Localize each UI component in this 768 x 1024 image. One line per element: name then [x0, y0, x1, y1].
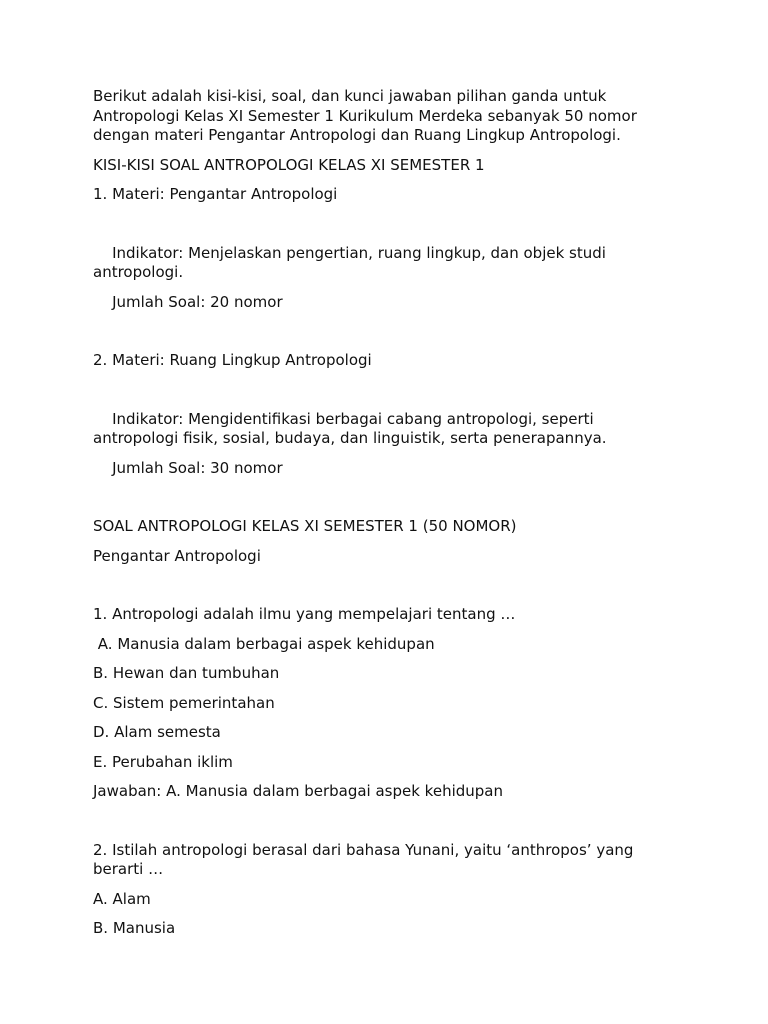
- question-2-option-a: A. Alam: [93, 889, 151, 908]
- spacer: [93, 381, 673, 410]
- materi-2-indikator: Indikator: Mengidentifikasi berbagai cabang antropologi, seperti antropologi fisik, sosial, budaya, dan linguistik, serta penerapannya.: [93, 409, 607, 447]
- spacer: [93, 215, 673, 244]
- materi-2-title: 2. Materi: Ruang Lingkup Antropologi: [93, 351, 372, 369]
- question-1-option-a: A. Manusia dalam berbagai aspek kehidupan: [93, 634, 435, 653]
- question-1-option-c: C. Sistem pemerintahan: [93, 693, 275, 712]
- spacer: [93, 576, 673, 605]
- soal-heading: SOAL ANTROPOLOGI KELAS XI SEMESTER 1 (50 NOMOR): [93, 517, 517, 535]
- document-body: [93, 87, 673, 949]
- question-1-option-e: E. Perubahan iklim: [93, 752, 233, 771]
- section-title: Pengantar Antropologi: [93, 546, 261, 565]
- question-2: 2. Istilah antropologi berasal dari bahasa Yunani, yaitu ‘anthropos’ yang berarti …: [93, 840, 639, 878]
- question-2-option-b: B. Manusia: [93, 919, 176, 937]
- materi-1-jumlah: Jumlah Soal: 20 nomor: [93, 292, 283, 311]
- question-1-option-d: D. Alam semesta: [93, 723, 221, 741]
- materi-1-title: 1. Materi: Pengantar Antropologi: [93, 185, 338, 203]
- kisi-kisi-heading: KISI-KISI SOAL ANTROPOLOGI KELAS XI SEMESTER 1: [93, 155, 485, 174]
- spacer: [93, 322, 673, 351]
- spacer: [93, 812, 673, 841]
- question-1-option-b: B. Hewan dan tumbuhan: [93, 664, 280, 682]
- materi-2-jumlah: Jumlah Soal: 30 nomor: [93, 458, 283, 477]
- question-1-answer: Jawaban: A. Manusia dalam berbagai aspek kehidupan: [93, 782, 503, 800]
- spacer: [93, 488, 673, 517]
- intro-paragraph: Berikut adalah kisi-kisi, soal, dan kunci jawaban pilihan ganda untuk Antropologi Kelas XI Semester 1 Kurikulum Merdeka sebanyak 50 nomor dengan materi Pengantar Antropologi dan Ruang Lingkup Antropologi.: [93, 87, 642, 144]
- question-1: 1. Antropologi adalah ilmu yang mempelajari tentang …: [93, 605, 516, 623]
- materi-1-indikator: Indikator: Menjelaskan pengertian, ruang lingkup, dan objek studi antropologi.: [93, 243, 611, 281]
